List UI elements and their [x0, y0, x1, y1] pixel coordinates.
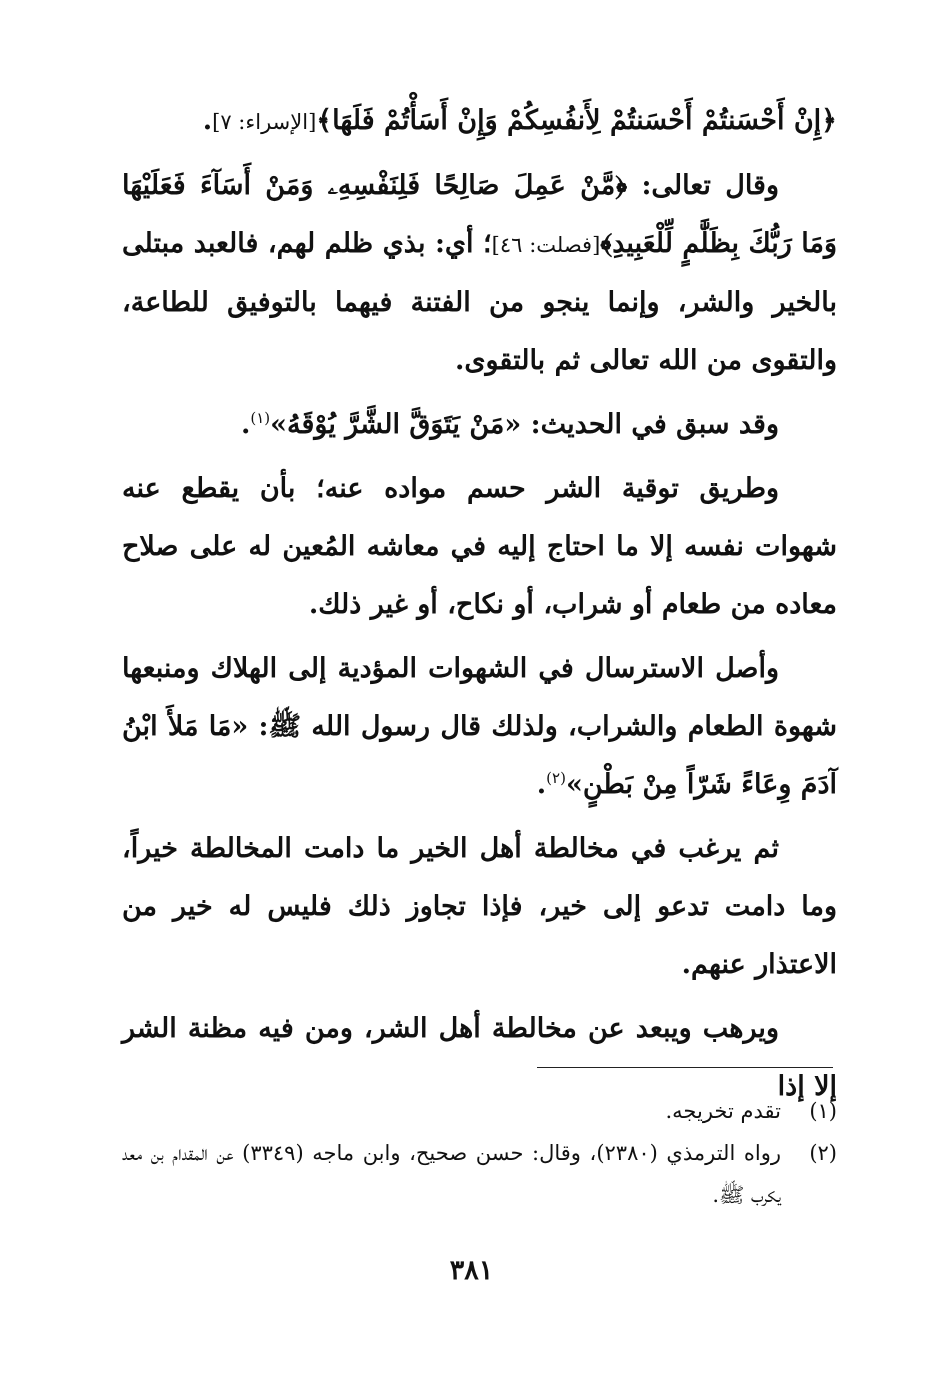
paragraph-4: [122, 460, 837, 634]
paragraph-text: ؛ أي: بذي ظلم لهم، فالعبد مبتلى بالخير والشر، وإنما ينجو من الفتنة فيهما بالتوفيق للطاعة، والتقوى من الله تعالى ثم بالتقوى.: [122, 228, 837, 376]
paragraph-2: [122, 157, 837, 390]
punctuation: .: [202, 105, 213, 136]
footnotes: [122, 1090, 837, 1216]
hadith-quote: «مَنْ يَتَوَقَّ الشَّرَّ يُوْقَهُ»: [270, 409, 522, 440]
footnote-marker: (٢): [546, 769, 566, 787]
footnote-divider: [537, 1067, 833, 1068]
verse-reference: [فصلت: ٤٦]: [491, 233, 601, 257]
page-number: ٣٨١: [449, 1255, 494, 1286]
punctuation: .: [240, 409, 251, 440]
footnote-item: [122, 1132, 837, 1216]
paragraph-5: [122, 640, 837, 814]
footnote-text: رواه الترمذي (٢٣٨٠)، وقال: حسن صحيح، وابن ماجه (٣٣٤٩) عن المقدام بن معد يكرب ﷺ.: [122, 1141, 781, 1207]
quran-verse: ﴿مَّنْ عَمِلَ صَالِحًا فَلِنَفْسِهِۦ وَمَنْ أَسَآءَ فَعَلَيْهَا وَمَا رَبُّكَ بِظَلَّٰمٍ لِّلْعَبِيدِ﴾: [122, 170, 838, 259]
punctuation: .: [536, 769, 547, 800]
paragraph-lead: وأصل الاسترسال في الشهوات المؤدية إلى الهلاك ومنبعها شهوة الطعام والشراب، ولذلك قال رسول الله ﷺ:: [122, 653, 837, 742]
paragraph-6: [122, 820, 837, 994]
footnote-text: تقدم تخريجه.: [665, 1099, 781, 1123]
paragraph-3: [122, 396, 837, 454]
hadith-quote: «مَا مَلأَ ابْنُ آدَمَ وِعَاءً شَرّاً مِنْ بَطْنٍ»: [122, 711, 837, 800]
paragraph-text: ويرهب ويبعد عن مخالطة أهل الشر، ومن فيه مظنة الشر إلا إذا: [122, 1013, 837, 1102]
footnote-marker: (١): [250, 409, 271, 427]
footnote-item: [122, 1090, 837, 1132]
paragraph-text: وطريق توقية الشر حسم مواده عنه؛ بأن يقطع عنه شهوات نفسه إلا ما احتاج إليه في معاشه المُعين له على صلاح معاده من طعام أو شراب، أو نكاح، أو غير ذلك.: [122, 473, 837, 620]
footnote-number: (٢): [809, 1141, 837, 1165]
main-text: [122, 92, 837, 1122]
quran-verse: ﴿إِنْ أَحْسَنتُمْ أَحْسَنتُمْ لِأَنفُسِكُمْ وَإِنْ أَسَأْتُمْ فَلَهَا﴾: [316, 105, 837, 136]
footnote-number: (١): [809, 1099, 837, 1123]
verse-reference: [الإسراء: ٧]: [212, 110, 317, 134]
paragraph-1: [122, 92, 837, 151]
paragraph-lead: وقد سبق في الحديث:: [521, 409, 779, 440]
paragraph-text: ثم يرغب في مخالطة أهل الخير ما دامت المخالطة خيراً، وما دامت تدعو إلى خير، فإذا تجاوز ذلك فليس له خير من الاعتذار عنهم.: [122, 833, 837, 980]
paragraph-lead: وقال تعالى:: [627, 170, 779, 201]
